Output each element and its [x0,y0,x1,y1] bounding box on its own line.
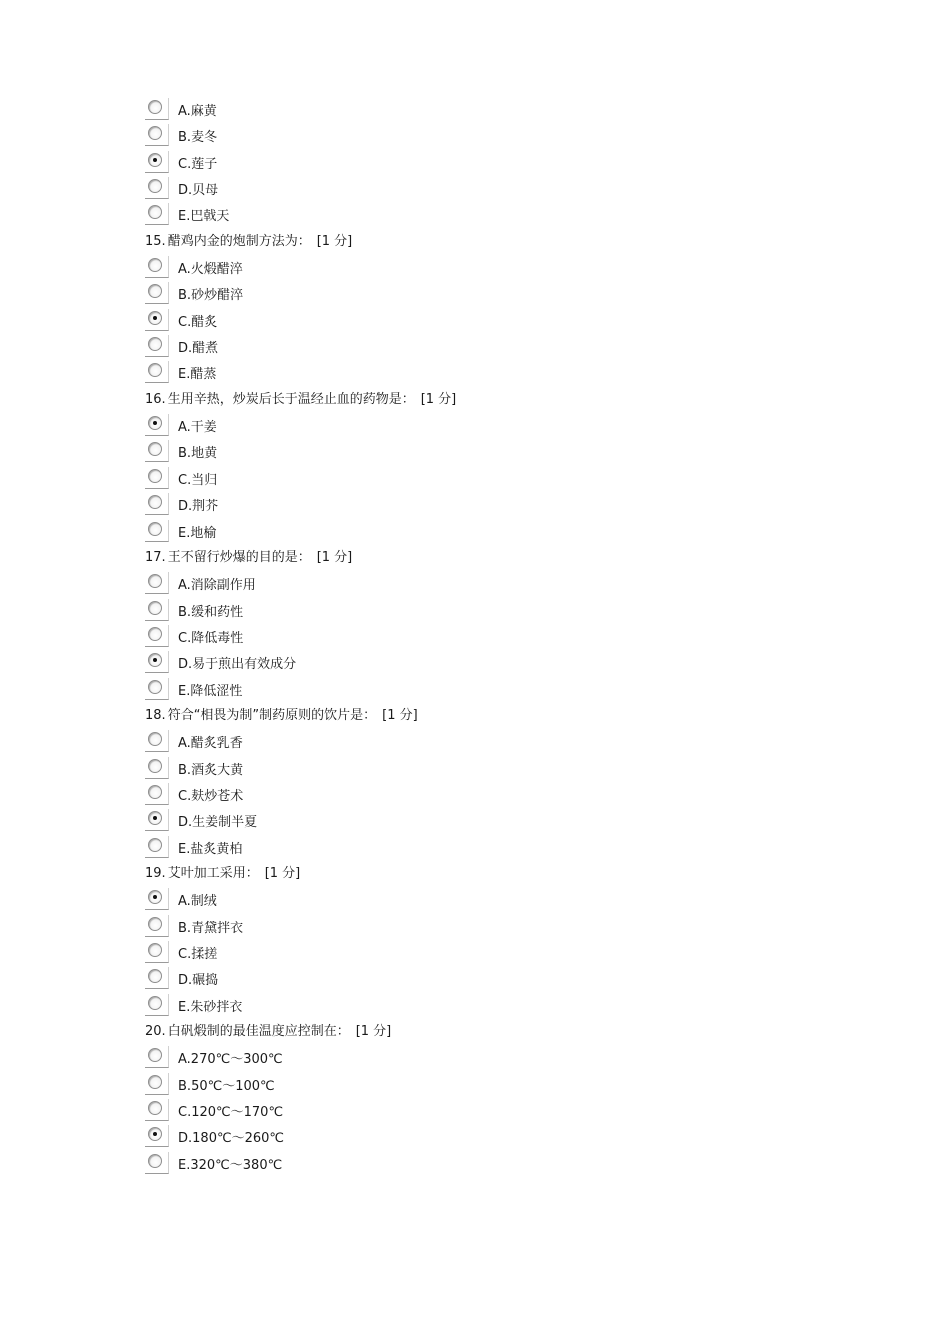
answer-option-e[interactable] [145,360,845,386]
radio-checked-icon[interactable] [148,153,162,167]
question-score: [1 分] [420,391,457,407]
radio-unchecked-icon[interactable] [148,785,162,799]
option-letter: E. [178,525,191,541]
radio-unchecked-icon[interactable] [148,1101,162,1115]
answer-option-c[interactable] [145,624,845,650]
radio-unchecked-icon[interactable] [148,363,162,377]
answer-option-c[interactable] [145,150,845,176]
option-text: 50℃～100℃ [191,1078,275,1094]
option-label [178,262,243,278]
option-label [178,1105,283,1121]
option-label [178,1079,275,1095]
option-text: 制绒 [190,894,217,910]
radio-unchecked-icon[interactable] [148,284,162,298]
radio-unchecked-icon[interactable] [148,522,162,536]
option-label [178,104,217,120]
answer-option-e[interactable] [145,519,845,545]
option-label [178,526,216,542]
radio-cell [145,915,169,937]
question-number: 20. [145,1024,166,1040]
answer-option-a[interactable] [145,887,845,913]
option-letter: C. [178,472,192,488]
option-letter: E. [178,1157,191,1173]
question-heading [145,861,845,887]
option-text: 盐炙黄柏 [190,841,243,857]
option-text: 180℃～260℃ [192,1131,284,1147]
answer-option-d[interactable] [145,176,845,202]
question-heading [145,1019,845,1045]
radio-checked-icon[interactable] [148,890,162,904]
answer-option-c[interactable] [145,782,845,808]
option-text: 醋炙乳香 [190,736,243,752]
option-letter: D. [178,657,193,673]
answer-option-a[interactable] [145,413,845,439]
option-label [178,341,218,357]
answer-option-d[interactable] [145,808,845,834]
option-label [178,947,217,963]
question-text: 白矾煅制的最佳温度应控制在： [167,1024,350,1040]
question-text: 醋鸡内金的炮制方法为： [167,233,311,249]
option-letter: D. [178,341,193,357]
option-label [178,815,257,831]
option-letter: B. [178,446,192,462]
option-label [178,921,243,937]
answer-option-a[interactable] [145,97,845,123]
option-text: 降低毒性 [191,630,244,646]
radio-cell [145,493,169,515]
answer-option-d[interactable] [145,650,845,676]
radio-cell [145,177,169,199]
answer-option-d[interactable] [145,334,845,360]
radio-unchecked-icon[interactable] [148,627,162,641]
radio-checked-icon[interactable] [148,811,162,825]
option-letter: A. [178,578,191,594]
radio-unchecked-icon[interactable] [148,838,162,852]
radio-unchecked-icon[interactable] [148,601,162,615]
radio-cell [145,888,169,910]
option-text: 醋炙 [191,314,218,330]
option-letter: E. [178,367,191,383]
radio-unchecked-icon[interactable] [148,996,162,1010]
answer-option-b[interactable] [145,281,845,307]
radio-cell [145,783,169,805]
option-label [178,315,217,331]
radio-unchecked-icon[interactable] [148,680,162,694]
option-label [178,578,256,594]
option-label [178,605,243,621]
option-label [178,894,217,910]
answer-option-a[interactable] [145,255,845,281]
radio-unchecked-icon[interactable] [148,759,162,773]
option-label [178,446,217,462]
option-label [178,657,296,673]
option-letter: A. [178,420,191,436]
answer-option-b[interactable] [145,756,845,782]
option-letter: B. [178,762,192,778]
option-letter: D. [178,815,193,831]
option-letter: A. [178,104,191,119]
option-text: 当归 [191,472,218,488]
option-text: 地榆 [190,525,217,541]
option-letter: B. [178,1078,192,1094]
radio-cell [145,809,169,831]
option-label [178,1052,283,1068]
option-text: 揉搓 [191,947,218,962]
answer-option-b[interactable] [145,123,845,149]
radio-cell [145,124,169,146]
option-letter: C. [178,314,192,330]
option-text: 荆芥 [192,499,219,515]
option-letter: C. [178,1105,192,1121]
answer-option-b[interactable] [145,439,845,465]
option-text: 生姜制半夏 [192,815,258,831]
answer-option-b[interactable] [145,914,845,940]
option-text: 120℃～170℃ [191,1105,284,1121]
radio-unchecked-icon[interactable] [148,469,162,483]
option-text: 贝母 [192,183,219,199]
option-label [178,631,243,647]
option-letter: A. [178,894,191,910]
option-text: 火煅醋淬 [190,262,243,278]
radio-cell [145,520,169,542]
option-label [178,367,216,383]
option-label [178,288,243,304]
option-text: 麦冬 [191,130,218,146]
radio-cell [145,941,169,963]
option-label [178,499,218,515]
radio-cell [145,151,169,173]
radio-cell [145,1046,169,1068]
option-text: 干姜 [190,420,217,436]
answer-option-e[interactable] [145,1151,845,1177]
option-text: 降低涩性 [190,683,243,699]
question-number: 19. [145,865,166,881]
radio-cell [145,994,169,1016]
option-text: 莲子 [191,156,218,172]
radio-unchecked-icon[interactable] [148,1075,162,1089]
radio-checked-icon[interactable] [148,311,162,325]
answer-option-c[interactable] [145,940,845,966]
radio-unchecked-icon[interactable] [148,258,162,272]
question-score: [1 分] [355,1024,392,1040]
question-score: [1 分] [264,865,301,881]
question-text: 符合“相畏为制”制药原则的饮片是： [167,707,377,723]
answer-option-e[interactable] [145,677,845,703]
radio-cell [145,309,169,331]
radio-cell [145,256,169,278]
answer-option-c[interactable] [145,1098,845,1124]
answer-option-c[interactable] [145,466,845,492]
question-text: 艾叶加工采用： [167,865,259,881]
radio-unchecked-icon[interactable] [148,574,162,588]
option-text: 麻黄 [190,104,217,119]
option-letter: C. [178,947,192,962]
option-letter: B. [178,920,192,936]
quiz-sheet [145,97,845,1177]
option-text: 醋煮 [192,341,219,357]
answer-option-b[interactable] [145,598,845,624]
option-letter: D. [178,183,193,199]
radio-unchecked-icon[interactable] [148,917,162,931]
answer-option-e[interactable] [145,202,845,228]
radio-cell [145,757,169,779]
question-number: 16. [145,391,166,407]
option-label [178,183,218,199]
option-letter: B. [178,130,192,146]
question-score: [1 分] [316,549,353,565]
option-text: 酒炙大黄 [191,762,244,778]
option-letter: C. [178,156,192,172]
option-label [178,789,243,805]
answer-option-c[interactable] [145,308,845,334]
radio-cell [145,730,169,752]
option-label [178,209,229,225]
option-letter: E. [178,999,191,1015]
radio-unchecked-icon[interactable] [148,943,162,957]
option-letter: A. [178,1052,191,1068]
radio-cell [145,1073,169,1095]
question-heading [145,545,845,571]
option-text: 醋蒸 [190,367,217,383]
question-number: 15. [145,233,166,249]
option-letter: D. [178,499,193,515]
answer-option-b[interactable] [145,1072,845,1098]
answer-option-a[interactable] [145,1045,845,1071]
answer-option-e[interactable] [145,835,845,861]
option-text: 砂炒醋淬 [191,288,244,304]
radio-cell [145,1125,169,1147]
radio-cell [145,1152,169,1174]
option-letter: A. [178,736,191,752]
radio-checked-icon[interactable] [148,416,162,430]
option-letter: E. [178,209,191,225]
radio-cell [145,678,169,700]
option-label [178,157,217,173]
question-heading [145,387,845,413]
option-label [178,420,217,436]
option-text: 巴戟天 [190,209,230,225]
option-letter: C. [178,788,192,804]
option-text: 青黛拌衣 [191,920,244,936]
option-text: 消除副作用 [190,578,256,594]
radio-unchecked-icon[interactable] [148,337,162,351]
answer-option-a[interactable] [145,729,845,755]
option-text: 地黄 [191,446,218,462]
option-label [178,1131,284,1147]
radio-cell [145,335,169,357]
question-heading [145,229,845,255]
option-text: 320℃～380℃ [190,1157,283,1173]
option-text: 270℃～300℃ [190,1052,283,1068]
question-text: 王不留行炒爆的目的是： [167,549,311,565]
answer-option-d[interactable] [145,1124,845,1150]
option-label [178,473,217,489]
answer-option-a[interactable] [145,571,845,597]
option-letter: C. [178,630,192,646]
radio-unchecked-icon[interactable] [148,1154,162,1168]
radio-cell [145,98,169,120]
radio-cell [145,599,169,621]
radio-unchecked-icon[interactable] [148,1048,162,1062]
option-label [178,973,218,989]
option-letter: A. [178,262,191,278]
option-text: 易于煎出有效成分 [192,657,297,673]
option-label [178,842,242,858]
question-heading [145,703,845,729]
radio-unchecked-icon[interactable] [148,126,162,140]
option-letter: B. [178,288,192,304]
question-number: 18. [145,707,166,723]
radio-cell [145,440,169,462]
radio-cell [145,836,169,858]
radio-cell [145,572,169,594]
option-text: 麸炒苍术 [191,788,244,804]
radio-unchecked-icon[interactable] [148,205,162,219]
option-label [178,763,243,779]
answer-option-d[interactable] [145,492,845,518]
radio-unchecked-icon[interactable] [148,495,162,509]
radio-unchecked-icon[interactable] [148,100,162,114]
radio-checked-icon[interactable] [148,653,162,667]
question-score: [1 分] [316,233,353,249]
option-label [178,1000,242,1016]
option-label [178,1158,282,1174]
radio-cell [145,203,169,225]
radio-cell [145,1099,169,1121]
option-letter: E. [178,841,191,857]
radio-cell [145,651,169,673]
radio-unchecked-icon[interactable] [148,969,162,983]
option-label [178,736,243,752]
option-text: 碾捣 [192,973,219,989]
radio-unchecked-icon[interactable] [148,179,162,193]
option-letter: D. [178,973,193,989]
radio-unchecked-icon[interactable] [148,732,162,746]
option-label [178,130,217,146]
radio-cell [145,361,169,383]
option-letter: B. [178,604,192,620]
answer-option-e[interactable] [145,993,845,1019]
question-score: [1 分] [382,707,418,723]
option-text: 朱砂拌衣 [190,999,243,1015]
answer-option-d[interactable] [145,966,845,992]
radio-cell [145,467,169,489]
question-number: 17. [145,549,166,565]
question-text: 生用辛热，炒炭后长于温经止血的药物是： [167,391,415,407]
option-letter: D. [178,1131,193,1147]
option-label [178,684,242,700]
radio-cell [145,282,169,304]
radio-unchecked-icon[interactable] [148,442,162,456]
radio-checked-icon[interactable] [148,1127,162,1141]
option-letter: E. [178,683,191,699]
option-text: 缓和药性 [191,604,244,620]
radio-cell [145,625,169,647]
radio-cell [145,967,169,989]
radio-cell [145,414,169,436]
